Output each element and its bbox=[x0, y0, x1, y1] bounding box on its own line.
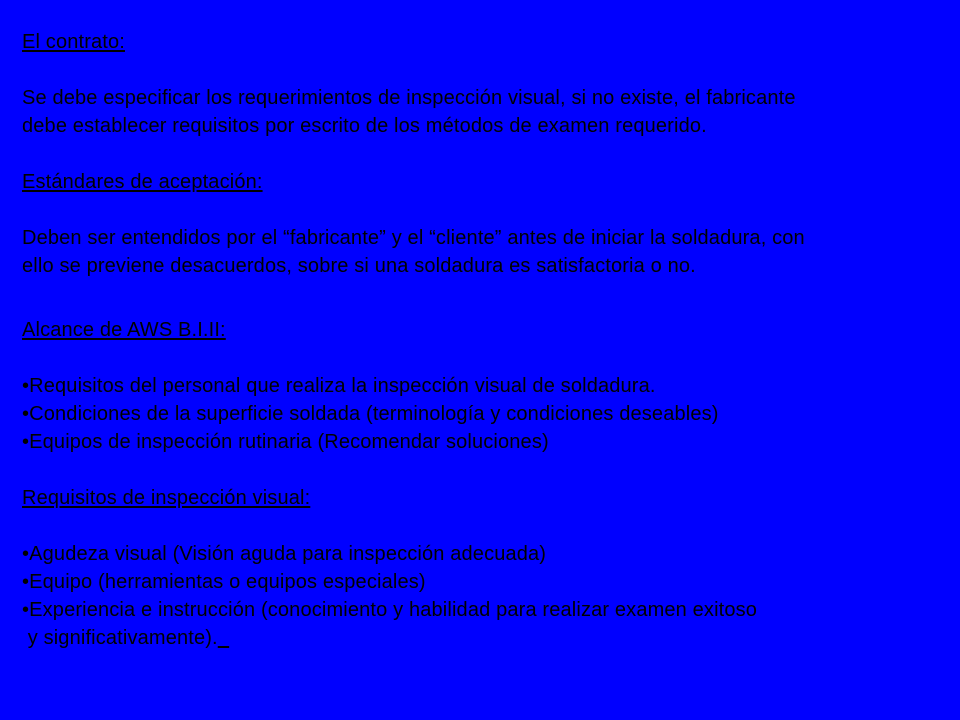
bullet-item: •Condiciones de la superficie soldada (terminología y condiciones deseables) bbox=[22, 403, 719, 425]
bullet-item: •Requisitos del personal que realiza la inspección visual de soldadura. bbox=[22, 375, 656, 397]
paragraph-line: Deben ser entendidos por el “fabricante” y el “cliente” antes de iniciar la soldadura, con bbox=[22, 227, 805, 249]
bullet-item: •Equipos de inspección rutinaria (Recomendar soluciones) bbox=[22, 431, 549, 453]
heading-estandares-aceptacion: Estándares de aceptación: bbox=[22, 171, 263, 193]
heading-requisitos-inspeccion: Requisitos de inspección visual: bbox=[22, 487, 311, 509]
paragraph-line: Se debe especificar los requerimientos de inspección visual, si no existe, el fabricante bbox=[22, 87, 796, 109]
paragraph-line: ello se previene desacuerdos, sobre si una soldadura es satisfactoria o no. bbox=[22, 255, 696, 277]
bullet-item: •Agudeza visual (Visión aguda para inspección adecuada) bbox=[22, 543, 547, 565]
heading-alcance-aws: Alcance de AWS B.I.II: bbox=[22, 319, 226, 341]
trailing-underline bbox=[218, 627, 229, 649]
bullet-item: •Experiencia e instrucción (conocimiento y habilidad para realizar examen exitoso bbox=[22, 599, 758, 621]
bullet-continuation bbox=[22, 626, 229, 650]
continuation-text: y significativamente). bbox=[22, 627, 218, 649]
bullet-item: •Equipo (herramientas o equipos especiales) bbox=[22, 571, 426, 593]
paragraph-line: debe establecer requisitos por escrito de los métodos de examen requerido. bbox=[22, 115, 707, 137]
heading-el-contrato: El contrato: bbox=[22, 31, 125, 53]
